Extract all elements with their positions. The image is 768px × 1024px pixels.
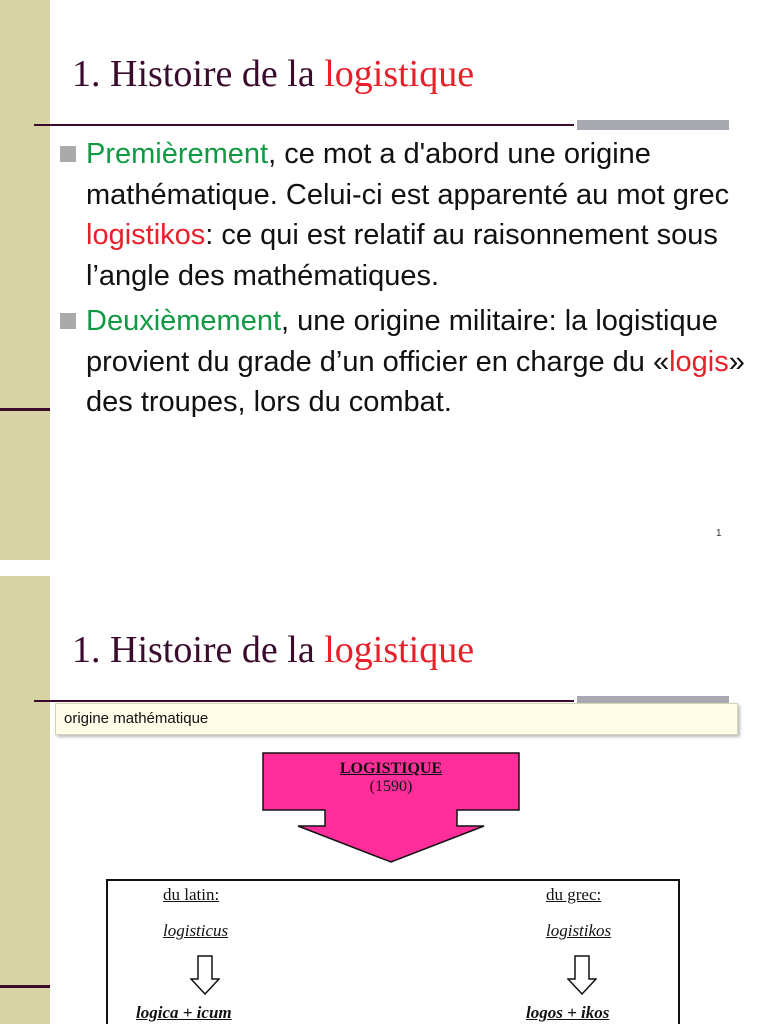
- bullet-text: , une origine militaire: la logistique provient du grade d’un officier en charge du «: [86, 305, 718, 378]
- title-rule: [34, 124, 574, 126]
- bullet-text: , ce mot a d'abord une origine mathématique. Celui-ci est apparenté au mot grec: [86, 138, 730, 211]
- title-rule-accent: [577, 120, 729, 130]
- down-outline-arrow-icon: [190, 955, 220, 995]
- bullet-text: : ce qui est relatif au raisonnement sous l’angle des mathématiques.: [86, 219, 718, 292]
- bullet-list: [60, 134, 760, 428]
- arrow-title: LOGISTIQUE: [339, 760, 443, 777]
- down-outline-arrow-icon: [567, 955, 597, 995]
- slide-title: [72, 628, 474, 672]
- slide-title: [72, 52, 474, 96]
- bullet-item: [60, 134, 760, 296]
- bullet-square-icon: [60, 313, 76, 329]
- slide-2: [0, 576, 768, 1024]
- arrow-year: (1590): [369, 778, 413, 795]
- title-prefix: 1. Histoire de la: [72, 53, 325, 95]
- latin-heading: du latin:: [163, 885, 220, 904]
- bullet-item: [60, 301, 760, 423]
- greek-word: logistikos: [546, 921, 612, 940]
- arrow-label: [262, 760, 520, 796]
- bullet-square-icon: [60, 146, 76, 162]
- title-accent: logistique: [324, 629, 475, 671]
- latin-split: logica + icum: [136, 1003, 232, 1022]
- sidebar-marker: [0, 985, 50, 988]
- title-rule: [34, 700, 574, 702]
- greek-split: logos + ikos: [526, 1003, 610, 1022]
- title-prefix: 1. Histoire de la: [72, 629, 325, 671]
- bullet-text: » des troupes, lors du combat.: [86, 345, 745, 418]
- title-accent: logistique: [324, 53, 475, 95]
- bullet-term: logis: [669, 345, 729, 378]
- bullet-term: logistikos: [86, 219, 206, 251]
- slide-sidebar: [0, 576, 50, 1024]
- origin-label-box: origine mathématique: [55, 703, 738, 735]
- sidebar-marker: [0, 408, 50, 411]
- latin-word: logisticus: [163, 921, 229, 940]
- bullet-highlight: Deuxièmement: [86, 305, 282, 337]
- page-number: 1: [716, 528, 722, 539]
- slide-sidebar: [0, 0, 50, 560]
- slide-gap: [0, 560, 768, 576]
- bullet-highlight: Premièrement: [86, 138, 269, 170]
- etymology-box: [106, 879, 680, 1024]
- greek-heading: du grec:: [546, 885, 602, 904]
